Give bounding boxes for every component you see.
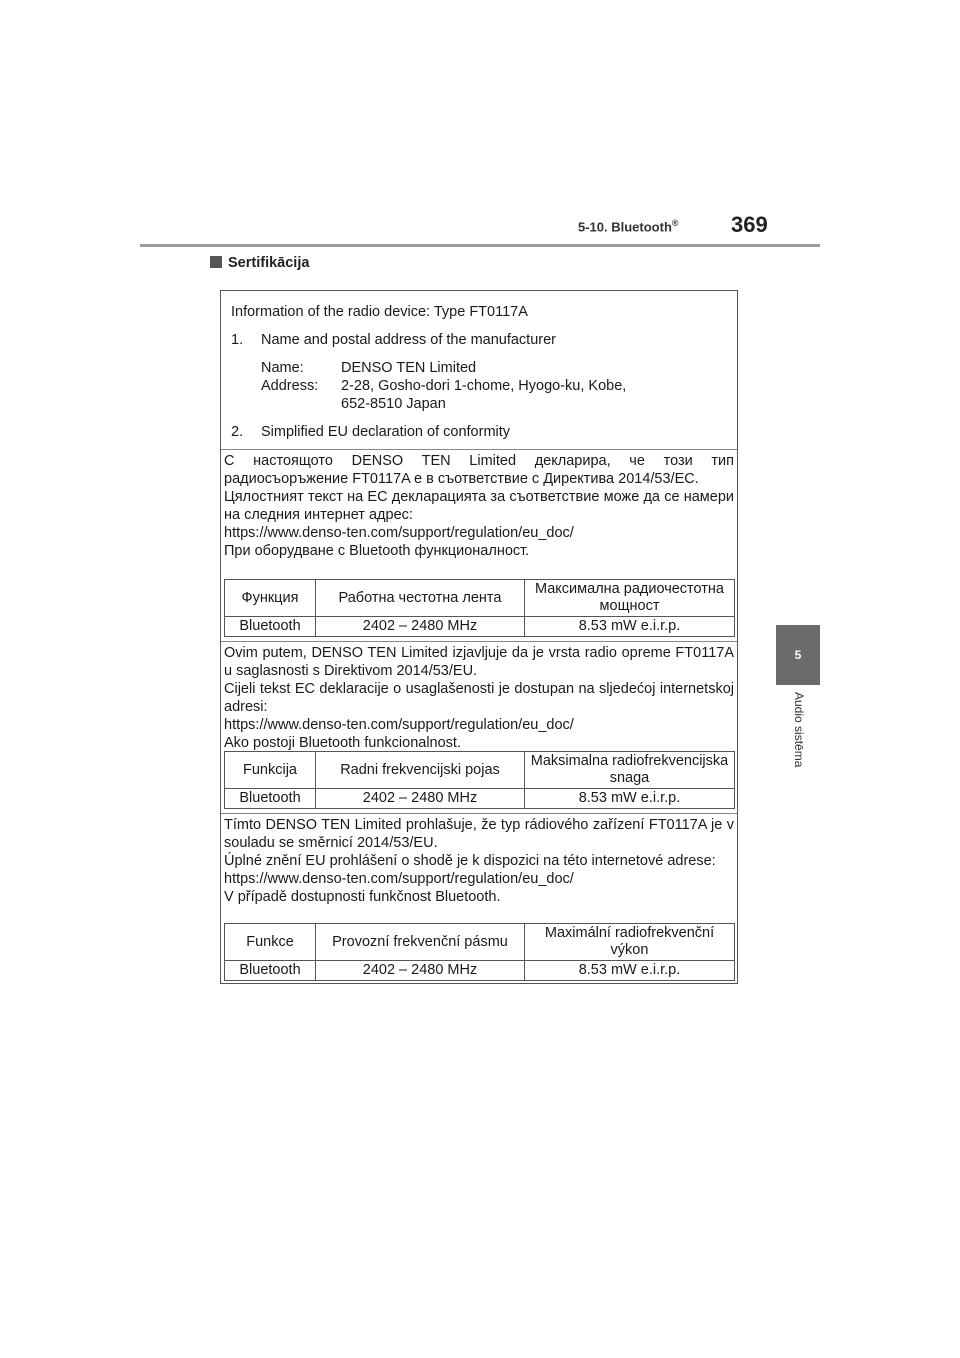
col-power: Максимална радиочестотна мощност xyxy=(525,580,735,617)
col-function: Функция xyxy=(225,580,316,617)
device-info xyxy=(221,291,737,450)
manufacturer-address-line2: 652-8510 Japan xyxy=(341,396,446,412)
hr-fulltext: Cijeli tekst EC deklaracije o usaglašenosti je dostupan na sljedećoj internetskoj adresi: xyxy=(224,681,734,715)
chapter-tab: 5 xyxy=(776,625,820,685)
page-number: 369 xyxy=(731,212,768,237)
manufacturer-address-row: Address: 2-28, Gosho-dori 1-chome, Hyogo-ku, Kobe, xyxy=(261,378,627,394)
section-heading: Sertifikācija xyxy=(210,255,309,271)
spec-table-hr xyxy=(224,751,735,809)
col-function: Funkcija xyxy=(225,752,316,789)
hr-statement: Ovim putem, DENSO TEN Limited izjavljuje da je vrsta radio opreme FT0117A u saglasnosti s Direktivom 2014/53/EU. xyxy=(224,645,734,679)
device-info-title: Information of the radio device: Type FT0117A xyxy=(231,304,528,320)
table-header-row xyxy=(225,924,735,961)
bg-fulltext: Цялостният текст на ЕС декларацията за съответствие може да се намери на следния интернет адрес: xyxy=(224,489,734,523)
registered-mark: ® xyxy=(671,218,679,228)
spec-table-cz xyxy=(224,923,735,981)
bg-statement: С настоящото DENSO TEN Limited декларира, че този тип радиосъоръжение FT0117A е в съответствие с Директива 2014/53/ЕС. xyxy=(224,453,734,487)
square-bullet-icon xyxy=(210,256,222,268)
bg-bluetooth-note: При оборудване с Bluetooth функционалност. xyxy=(224,543,530,559)
cell-function: Bluetooth xyxy=(225,961,316,981)
cz-url: https://www.denso-ten.com/support/regulation/eu_doc/ xyxy=(224,871,574,887)
spec-table-bg xyxy=(224,579,735,637)
header-section-label: 5-10. Bluetooth® xyxy=(578,218,679,235)
bg-url: https://www.denso-ten.com/support/regulation/eu_doc/ xyxy=(224,525,574,541)
header-divider xyxy=(140,244,820,247)
certification-box xyxy=(220,290,738,984)
declaration-hr xyxy=(221,644,737,752)
cell-function: Bluetooth xyxy=(225,789,316,809)
col-power: Maksimalna radiofrekvencijska snaga xyxy=(525,752,735,789)
cell-band: 2402 – 2480 MHz xyxy=(316,789,525,809)
declaration-item: 2. Simplified EU declaration of conformity xyxy=(231,424,511,440)
hr-url: https://www.denso-ten.com/support/regulation/eu_doc/ xyxy=(224,717,574,733)
table-row xyxy=(225,789,735,809)
language-divider xyxy=(221,641,737,642)
manufacturer-item: 1. Name and postal address of the manufacturer xyxy=(231,332,556,348)
hr-bluetooth-note: Ako postoji Bluetooth funkcionalnost. xyxy=(224,735,461,751)
cell-power: 8.53 mW e.i.r.p. xyxy=(525,961,735,981)
cell-power: 8.53 mW e.i.r.p. xyxy=(525,617,735,637)
declaration-cz xyxy=(221,816,737,906)
cell-band: 2402 – 2480 MHz xyxy=(316,617,525,637)
col-power: Maximální radiofrekvenční výkon xyxy=(525,924,735,961)
col-band: Работна честотна лента xyxy=(316,580,525,617)
language-divider xyxy=(221,813,737,814)
declaration-bg xyxy=(221,452,737,560)
col-band: Provozní frekvenční pásmu xyxy=(316,924,525,961)
cell-band: 2402 – 2480 MHz xyxy=(316,961,525,981)
table-header-row xyxy=(225,580,735,617)
table-header-row xyxy=(225,752,735,789)
table-row xyxy=(225,617,735,637)
manufacturer-name-row: Name: DENSO TEN Limited xyxy=(261,360,477,376)
col-band: Radni frekvencijski pojas xyxy=(316,752,525,789)
chapter-title: Audio sistēma xyxy=(792,692,806,768)
cz-fulltext: Úplné znění EU prohlášení o shodě je k dispozici na této internetové adrese: xyxy=(224,853,716,869)
table-row xyxy=(225,961,735,981)
cell-function: Bluetooth xyxy=(225,617,316,637)
cell-power: 8.53 mW e.i.r.p. xyxy=(525,789,735,809)
cz-statement: Tímto DENSO TEN Limited prohlašuje, že typ rádiového zařízení FT0117A je v souladu se směrnicí 2014/53/EU. xyxy=(224,817,734,851)
cz-bluetooth-note: V případě dostupnosti funkčnost Bluetooth. xyxy=(224,889,501,905)
col-function: Funkce xyxy=(225,924,316,961)
